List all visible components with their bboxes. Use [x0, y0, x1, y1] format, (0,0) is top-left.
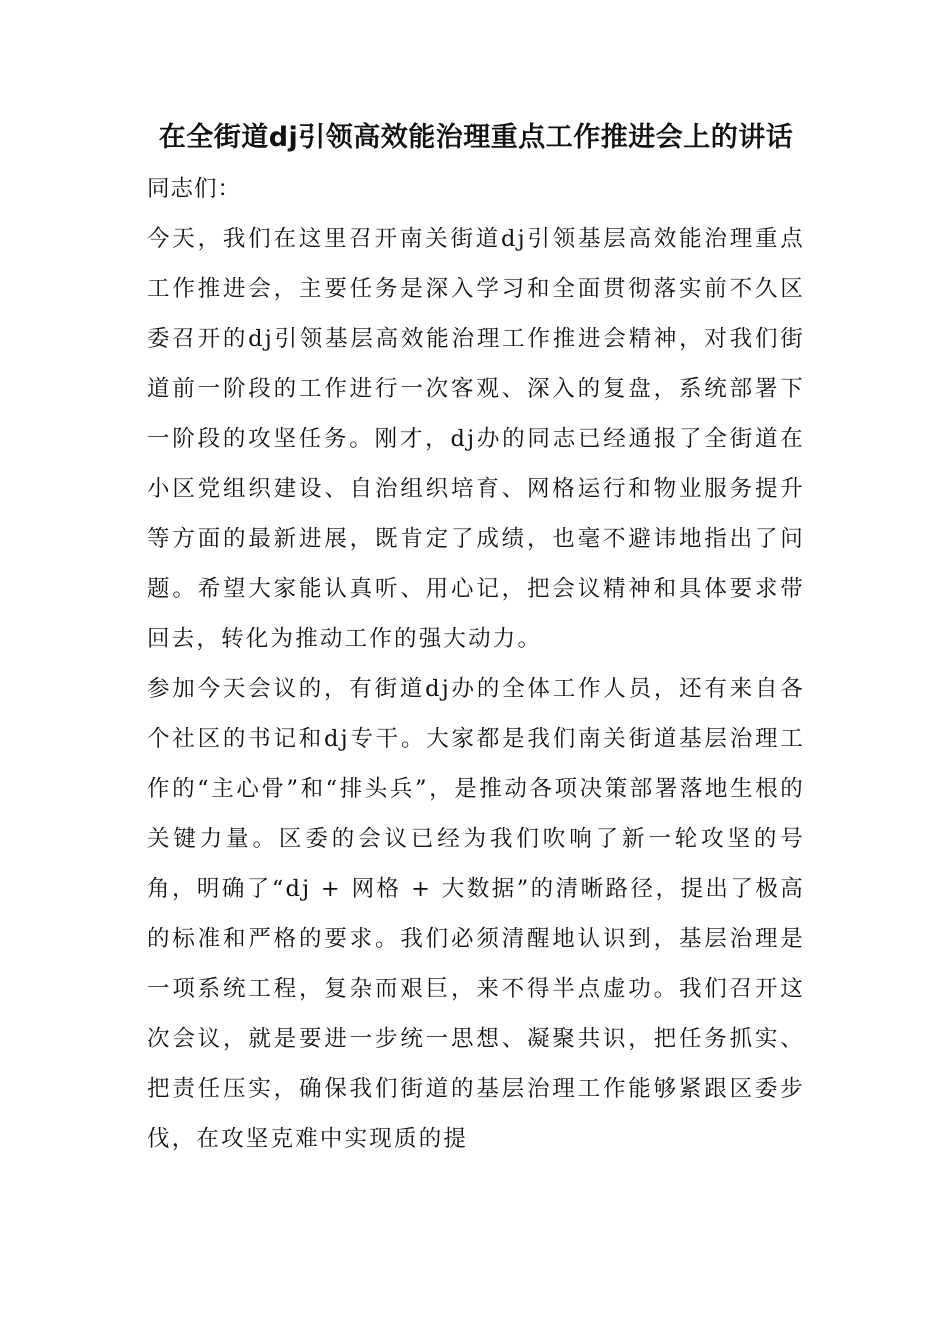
- paragraph-1: 今天，我们在这里召开南关街道dj引领基层高效能治理重点工作推进会，主要任务是深入学习和全面贯彻落实前不久区委召开的dj引领基层高效能治理工作推进会精神，对我们街道前一阶段的工作进行一次客观、深入的复盘，系统部署下一阶段的攻坚任务。刚才，dj办的同志已经通报了全街道在小区党组织建设、自治组织培育、网格运行和物业服务提升等方面的最新进展，既肯定了成绩，也毫不避讳地指出了问题。希望大家能认真听、用心记，把会议精神和具体要求带回去，转化为推动工作的强大动力。: [147, 226, 805, 652]
- document-body: [147, 164, 805, 1164]
- paragraph-2: 参加今天会议的，有街道dj办的全体工作人员，还有来自各个社区的书记和dj专干。大家都是我们南关街道基层治理工作的“主心骨”和“排头兵”，是推动各项决策部署落地生根的关键力量。区委的会议已经为我们吹响了新一轮攻坚的号角，明确了“dj + 网格 + 大数据”的清晰路径，提出了极高的标准和严格的要求。我们必须清醒地认识到，基层治理是一项系统工程，复杂而艰巨，来不得半点虚功。我们召开这次会议，就是要进一步统一思想、凝聚共识，把任务抓实、把责任压实，确保我们街道的基层治理工作能够紧跟区委步伐，在攻坚克难中实现质的提: [147, 676, 805, 1152]
- document-title: 在全街道dj引领高效能治理重点工作推进会上的讲话: [158, 122, 794, 153]
- document-page: [147, 112, 805, 1164]
- salutation: 同志们：: [147, 176, 242, 202]
